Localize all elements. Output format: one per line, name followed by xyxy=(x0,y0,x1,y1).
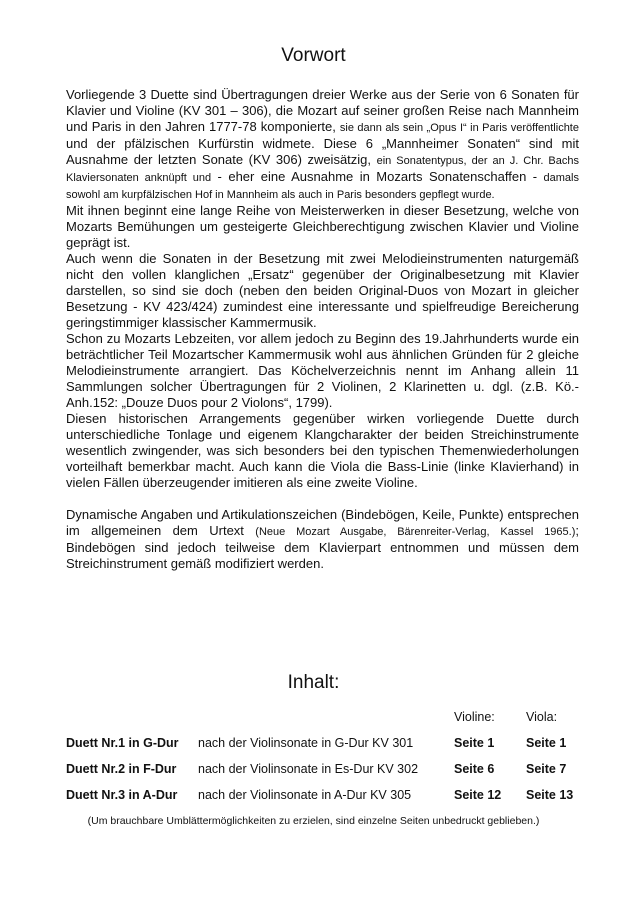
text-segment: Mit ihnen beginnt eine lange Reihe von Meisterwerken in dieser Besetzung, welche von Mozarts Bemühungen um gesteigerte Gleichberechtigung zwischen Klavier und Violine geprägt ist. xyxy=(66,203,579,250)
text-segment: (Neue Mozart Ausgabe, Bärenreiter-Verlag, Kassel 1965.) xyxy=(255,526,576,538)
contents-row xyxy=(66,762,596,788)
contents-title: Inhalt: xyxy=(287,672,340,693)
preface-title: Vorwort xyxy=(281,45,346,66)
contents-row xyxy=(66,736,596,762)
contents-row xyxy=(66,788,596,814)
text-segment: und der pfälzischen Kurfürstin widmete. Diese 6 „Mannheimer Sonaten“ sind mit Ausnahme der letzten Sonate (KV 306) zweisätzig, xyxy=(66,136,579,167)
preface-paragraph xyxy=(66,411,579,491)
text-segment: Dynamische Angaben und Artikulationszeichen (Bindebögen, Keile, Punkte) entsprechen im allgemeinen dem Urtext xyxy=(66,507,579,538)
duet-source: nach der Violinsonate in Es-Dur KV 302 xyxy=(198,762,419,776)
preface-paragraph xyxy=(66,203,579,251)
contents-table xyxy=(66,710,596,814)
preface-paragraph xyxy=(66,87,579,203)
viola-page: Seite 13 xyxy=(526,788,574,802)
preface-body xyxy=(66,87,579,572)
duet-source: nach der Violinsonate in A-Dur KV 305 xyxy=(198,788,412,802)
viola-page: Seite 7 xyxy=(526,762,567,776)
text-segment: Auch wenn die Sonaten in der Besetzung mit zwei Melodieinstrumenten naturgemäß nicht den vollen klanglichen „Ersatz“ gegenüber der Originalbesetzung mit Klavier darstellen, so sind sie doch (neben den beiden Original-Duos von Mozart in gleicher Besetzung - KV 423/424) zumindest eine interessante und spielfreudige Bereicherung geringstimmiger klassischer Kammermusik. xyxy=(66,251,579,330)
duet-source: nach der Violinsonate in G-Dur KV 301 xyxy=(198,736,414,750)
text-segment: Schon zu Mozarts Lebzeiten, vor allem jedoch zu Beginn des 19.Jahrhunderts wurde ein beträchtlicher Teil Mozartscher Kammermusik wohl aus ähnlichen Gründen für 2 gleiche Melodieinstrumente arrangiert. Das Köchelverzeichnis nennt im Anhang allein 11 Sammlungen solcher Übertragungen für 2 Violinen, 2 Klarinetten u. dgl. (z.B. Kö.-Anh.152: „Douze Duos pour 2 Violons“, 1799). xyxy=(66,331,579,410)
duet-title: Duett Nr.2 in F-Dur xyxy=(66,762,177,776)
text-segment: Diesen historischen Arrangements gegenüber wirken vorliegende Duette durch unterschiedliche Tonlage und eigenem Klangcharakter der beiden Streichinstrumente wesentlich zwingender, was sich besonders bei den typischen Themenwiederholungen vorteilhaft bemerkbar macht. Auch kann die Viola die Bass-Linie (linke Klavierhand) in vielen Fällen überzeugender imitieren als eine zweite Violine. xyxy=(66,411,579,490)
column-header-viola: Viola: xyxy=(526,710,558,724)
text-segment: sie dann als sein „Opus I“ in Paris veröffentlichte xyxy=(339,122,579,134)
text-segment: ; Bindebögen sind jedoch teilweise dem Klavierpart entnommen und müssen dem Streichinstrument gemäß modifiziert werden. xyxy=(66,523,580,571)
violine-page: Seite 6 xyxy=(454,762,495,776)
paragraph-gap xyxy=(66,491,579,507)
violine-page: Seite 1 xyxy=(454,736,495,750)
viola-page: Seite 1 xyxy=(526,736,567,750)
page-turn-note: (Um brauchbare Umblättermöglichkeiten zu erzielen, sind einzelne Seiten unbedruckt geblieben.) xyxy=(87,815,540,827)
preface-paragraph xyxy=(66,251,579,331)
duet-title: Duett Nr.3 in A-Dur xyxy=(66,788,178,802)
text-segment: Vorliegende 3 Duette sind Übertragungen dreier Werke aus der Serie von 6 Sonaten für Klavier und Violine (KV 301 – 306), die Mozart auf seiner großen Reise nach Mannheim und Paris in den Jahren 1777-78 komponierte, xyxy=(66,87,579,134)
violine-page: Seite 12 xyxy=(454,788,502,802)
text-segment: damals sowohl am kurpfälzischen Hof in Mannheim als auch in Paris besonders gepflegt wurde. xyxy=(66,172,579,201)
text-segment: - eher eine Ausnahme in Mozarts Sonatenschaffen - xyxy=(211,169,544,184)
preface-paragraph xyxy=(66,331,579,411)
column-header-violine: Violine: xyxy=(454,710,495,724)
preface-paragraph xyxy=(66,507,579,572)
duet-title: Duett Nr.1 in G-Dur xyxy=(66,736,179,750)
contents-header-row xyxy=(66,710,596,736)
text-segment: ein Sonatentypus, der an J. Chr. Bachs Klaviersonaten anknüpft und xyxy=(66,155,579,184)
